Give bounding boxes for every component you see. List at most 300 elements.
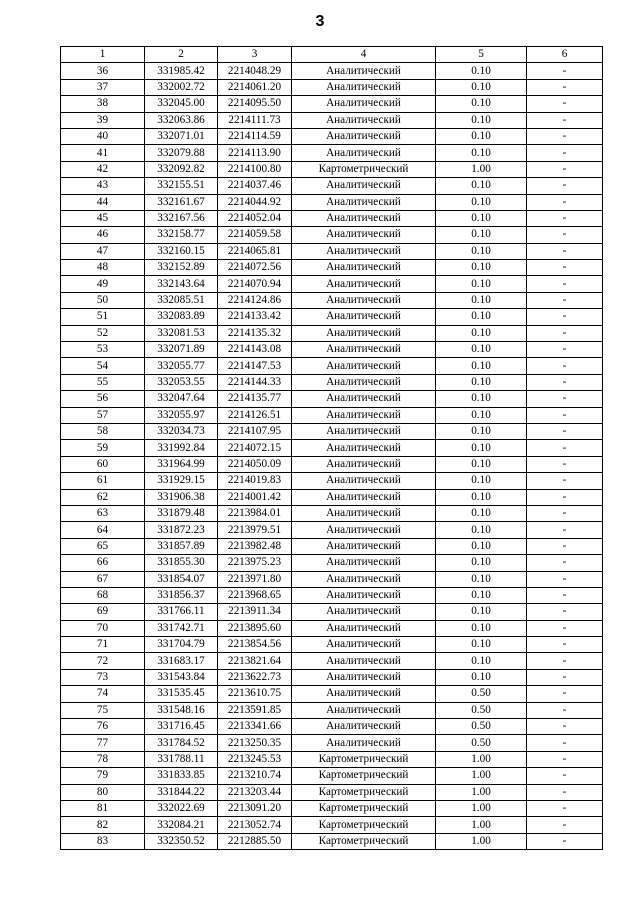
cell-y-coordinate: 2214059.58	[218, 227, 292, 243]
cell-method: Аналитический	[292, 604, 436, 620]
cell-accuracy: 1.00	[436, 751, 527, 767]
cell-accuracy: 0.10	[436, 604, 527, 620]
table-row	[61, 112, 603, 128]
cell-y-coordinate: 2213622.73	[218, 669, 292, 685]
cell-point-number: 44	[61, 194, 145, 210]
cell-y-coordinate: 2213591.85	[218, 702, 292, 718]
cell-method: Аналитический	[292, 260, 436, 276]
cell-point-number: 61	[61, 473, 145, 489]
cell-accuracy: 0.10	[436, 358, 527, 374]
cell-method: Картометрический	[292, 833, 436, 849]
cell-point-number: 64	[61, 522, 145, 538]
table-row	[61, 79, 603, 95]
table-row	[61, 784, 603, 800]
cell-point-number: 43	[61, 178, 145, 194]
cell-point-number: 54	[61, 358, 145, 374]
column-header-2: 2	[145, 47, 218, 63]
cell-x-coordinate: 331535.45	[145, 686, 218, 702]
table-row	[61, 292, 603, 308]
table-row	[61, 505, 603, 521]
column-header-6: 6	[527, 47, 603, 63]
cell-y-coordinate: 2214114.59	[218, 128, 292, 144]
cell-method: Аналитический	[292, 456, 436, 472]
cell-accuracy: 0.10	[436, 210, 527, 226]
cell-method: Аналитический	[292, 505, 436, 521]
cell-point-number: 52	[61, 325, 145, 341]
cell-accuracy: 0.10	[436, 456, 527, 472]
cell-x-coordinate: 331704.79	[145, 637, 218, 653]
cell-x-coordinate: 331716.45	[145, 719, 218, 735]
cell-point-number: 39	[61, 112, 145, 128]
cell-y-coordinate: 2214107.95	[218, 423, 292, 439]
cell-x-coordinate: 331788.11	[145, 751, 218, 767]
table-row	[61, 555, 603, 571]
cell-point-number: 45	[61, 210, 145, 226]
table-row	[61, 817, 603, 833]
cell-accuracy: 0.10	[436, 276, 527, 292]
cell-method: Аналитический	[292, 473, 436, 489]
table-body	[61, 63, 603, 850]
table-row	[61, 735, 603, 751]
cell-accuracy: 0.50	[436, 735, 527, 751]
cell-x-coordinate: 332167.56	[145, 210, 218, 226]
cell-y-coordinate: 2213982.48	[218, 538, 292, 554]
table-row	[61, 210, 603, 226]
cell-note: -	[527, 522, 603, 538]
cell-y-coordinate: 2214070.94	[218, 276, 292, 292]
column-header-1: 1	[61, 47, 145, 63]
cell-y-coordinate: 2213250.35	[218, 735, 292, 751]
cell-x-coordinate: 331985.42	[145, 63, 218, 79]
table-row	[61, 473, 603, 489]
table-row	[61, 522, 603, 538]
table-row	[61, 719, 603, 735]
cell-note: -	[527, 210, 603, 226]
cell-y-coordinate: 2214133.42	[218, 309, 292, 325]
cell-x-coordinate: 332081.53	[145, 325, 218, 341]
cell-accuracy: 0.10	[436, 145, 527, 161]
cell-point-number: 46	[61, 227, 145, 243]
cell-y-coordinate: 2213210.74	[218, 768, 292, 784]
cell-accuracy: 0.10	[436, 227, 527, 243]
cell-y-coordinate: 2214044.92	[218, 194, 292, 210]
cell-note: -	[527, 342, 603, 358]
table-row	[61, 342, 603, 358]
cell-accuracy: 1.00	[436, 161, 527, 177]
table-row	[61, 161, 603, 177]
cell-method: Аналитический	[292, 325, 436, 341]
cell-note: -	[527, 735, 603, 751]
cell-method: Картометрический	[292, 751, 436, 767]
cell-note: -	[527, 784, 603, 800]
cell-x-coordinate: 332085.51	[145, 292, 218, 308]
cell-method: Аналитический	[292, 522, 436, 538]
cell-note: -	[527, 538, 603, 554]
cell-point-number: 74	[61, 686, 145, 702]
cell-note: -	[527, 194, 603, 210]
cell-point-number: 65	[61, 538, 145, 554]
cell-accuracy: 0.10	[436, 505, 527, 521]
cell-y-coordinate: 2213821.64	[218, 653, 292, 669]
cell-point-number: 41	[61, 145, 145, 161]
cell-accuracy: 0.10	[436, 571, 527, 587]
cell-x-coordinate: 332071.01	[145, 128, 218, 144]
cell-note: -	[527, 227, 603, 243]
cell-x-coordinate: 331929.15	[145, 473, 218, 489]
cell-y-coordinate: 2213968.65	[218, 587, 292, 603]
cell-x-coordinate: 332034.73	[145, 423, 218, 439]
cell-note: -	[527, 489, 603, 505]
cell-note: -	[527, 653, 603, 669]
cell-point-number: 80	[61, 784, 145, 800]
cell-note: -	[527, 358, 603, 374]
cell-method: Аналитический	[292, 735, 436, 751]
cell-x-coordinate: 331844.22	[145, 784, 218, 800]
cell-accuracy: 1.00	[436, 768, 527, 784]
cell-y-coordinate: 2214001.42	[218, 489, 292, 505]
cell-y-coordinate: 2213984.01	[218, 505, 292, 521]
cell-point-number: 51	[61, 309, 145, 325]
cell-y-coordinate: 2213854.56	[218, 637, 292, 653]
table-row	[61, 587, 603, 603]
cell-note: -	[527, 63, 603, 79]
cell-y-coordinate: 2214111.73	[218, 112, 292, 128]
cell-method: Аналитический	[292, 79, 436, 95]
cell-method: Аналитический	[292, 489, 436, 505]
table-row	[61, 751, 603, 767]
cell-x-coordinate: 332055.77	[145, 358, 218, 374]
cell-method: Аналитический	[292, 112, 436, 128]
cell-x-coordinate: 331683.17	[145, 653, 218, 669]
cell-y-coordinate: 2214135.32	[218, 325, 292, 341]
table-row	[61, 653, 603, 669]
cell-note: -	[527, 128, 603, 144]
cell-method: Аналитический	[292, 358, 436, 374]
cell-x-coordinate: 331833.85	[145, 768, 218, 784]
cell-point-number: 55	[61, 374, 145, 390]
cell-y-coordinate: 2214144.33	[218, 374, 292, 390]
cell-method: Аналитический	[292, 571, 436, 587]
cell-accuracy: 0.10	[436, 309, 527, 325]
cell-y-coordinate: 2213341.66	[218, 719, 292, 735]
cell-note: -	[527, 374, 603, 390]
page-number: 3	[315, 13, 325, 30]
cell-point-number: 63	[61, 505, 145, 521]
cell-accuracy: 0.10	[436, 620, 527, 636]
cell-x-coordinate: 331857.89	[145, 538, 218, 554]
cell-method: Аналитический	[292, 309, 436, 325]
cell-x-coordinate: 332063.86	[145, 112, 218, 128]
cell-note: -	[527, 587, 603, 603]
cell-note: -	[527, 686, 603, 702]
cell-x-coordinate: 332161.67	[145, 194, 218, 210]
cell-note: -	[527, 309, 603, 325]
table-row	[61, 702, 603, 718]
table-row	[61, 604, 603, 620]
cell-method: Картометрический	[292, 768, 436, 784]
cell-y-coordinate: 2212885.50	[218, 833, 292, 849]
cell-x-coordinate: 331879.48	[145, 505, 218, 521]
cell-method: Аналитический	[292, 686, 436, 702]
table-row	[61, 243, 603, 259]
cell-point-number: 50	[61, 292, 145, 308]
cell-method: Аналитический	[292, 96, 436, 112]
cell-accuracy: 0.10	[436, 342, 527, 358]
cell-point-number: 47	[61, 243, 145, 259]
cell-x-coordinate: 332160.15	[145, 243, 218, 259]
cell-point-number: 76	[61, 719, 145, 735]
cell-x-coordinate: 332083.89	[145, 309, 218, 325]
cell-x-coordinate: 331872.23	[145, 522, 218, 538]
table-row	[61, 128, 603, 144]
cell-method: Аналитический	[292, 587, 436, 603]
cell-note: -	[527, 817, 603, 833]
table-row	[61, 178, 603, 194]
cell-note: -	[527, 768, 603, 784]
table-row	[61, 358, 603, 374]
cell-method: Аналитический	[292, 292, 436, 308]
cell-y-coordinate: 2214072.56	[218, 260, 292, 276]
cell-y-coordinate: 2214050.09	[218, 456, 292, 472]
cell-method: Картометрический	[292, 161, 436, 177]
cell-note: -	[527, 800, 603, 816]
cell-point-number: 78	[61, 751, 145, 767]
cell-x-coordinate: 332084.21	[145, 817, 218, 833]
cell-note: -	[527, 423, 603, 439]
cell-note: -	[527, 407, 603, 423]
cell-point-number: 82	[61, 817, 145, 833]
cell-point-number: 60	[61, 456, 145, 472]
cell-accuracy: 0.10	[436, 292, 527, 308]
cell-note: -	[527, 276, 603, 292]
cell-accuracy: 1.00	[436, 833, 527, 849]
cell-method: Аналитический	[292, 194, 436, 210]
table-row	[61, 227, 603, 243]
cell-y-coordinate: 2214126.51	[218, 407, 292, 423]
cell-x-coordinate: 332079.88	[145, 145, 218, 161]
cell-note: -	[527, 751, 603, 767]
cell-y-coordinate: 2213979.51	[218, 522, 292, 538]
cell-x-coordinate: 331992.84	[145, 440, 218, 456]
table-row	[61, 440, 603, 456]
cell-x-coordinate: 332053.55	[145, 374, 218, 390]
table-row	[61, 620, 603, 636]
cell-point-number: 40	[61, 128, 145, 144]
table-row	[61, 260, 603, 276]
cell-x-coordinate: 332022.69	[145, 800, 218, 816]
cell-y-coordinate: 2213895.60	[218, 620, 292, 636]
cell-y-coordinate: 2214052.04	[218, 210, 292, 226]
cell-accuracy: 0.10	[436, 637, 527, 653]
cell-method: Аналитический	[292, 407, 436, 423]
cell-note: -	[527, 473, 603, 489]
cell-y-coordinate: 2214100.80	[218, 161, 292, 177]
cell-note: -	[527, 243, 603, 259]
cell-note: -	[527, 571, 603, 587]
cell-accuracy: 0.10	[436, 587, 527, 603]
cell-method: Аналитический	[292, 555, 436, 571]
cell-point-number: 68	[61, 587, 145, 603]
cell-point-number: 83	[61, 833, 145, 849]
cell-point-number: 72	[61, 653, 145, 669]
cell-point-number: 42	[61, 161, 145, 177]
cell-x-coordinate: 331766.11	[145, 604, 218, 620]
cell-accuracy: 0.10	[436, 63, 527, 79]
cell-x-coordinate: 331964.99	[145, 456, 218, 472]
table-header-row	[61, 47, 603, 63]
table-row	[61, 538, 603, 554]
cell-note: -	[527, 555, 603, 571]
cell-y-coordinate: 2214048.29	[218, 63, 292, 79]
cell-accuracy: 0.10	[436, 128, 527, 144]
table-row	[61, 96, 603, 112]
table-row	[61, 637, 603, 653]
table-row	[61, 325, 603, 341]
cell-accuracy: 0.10	[436, 79, 527, 95]
cell-y-coordinate: 2214065.81	[218, 243, 292, 259]
table-row	[61, 374, 603, 390]
cell-y-coordinate: 2213911.34	[218, 604, 292, 620]
column-header-4: 4	[292, 47, 436, 63]
cell-method: Аналитический	[292, 637, 436, 653]
cell-point-number: 59	[61, 440, 145, 456]
table-row	[61, 309, 603, 325]
cell-point-number: 71	[61, 637, 145, 653]
table-row	[61, 391, 603, 407]
cell-accuracy: 0.10	[436, 653, 527, 669]
cell-method: Аналитический	[292, 653, 436, 669]
column-header-3: 3	[218, 47, 292, 63]
cell-accuracy: 0.10	[436, 669, 527, 685]
cell-x-coordinate: 332045.00	[145, 96, 218, 112]
cell-note: -	[527, 702, 603, 718]
cell-note: -	[527, 260, 603, 276]
cell-accuracy: 0.10	[436, 489, 527, 505]
cell-x-coordinate: 331548.16	[145, 702, 218, 718]
table-row	[61, 423, 603, 439]
cell-method: Аналитический	[292, 178, 436, 194]
cell-point-number: 36	[61, 63, 145, 79]
cell-note: -	[527, 145, 603, 161]
table-row	[61, 276, 603, 292]
cell-x-coordinate: 331856.37	[145, 587, 218, 603]
cell-accuracy: 0.10	[436, 555, 527, 571]
cell-point-number: 77	[61, 735, 145, 751]
column-header-5: 5	[436, 47, 527, 63]
cell-accuracy: 0.10	[436, 260, 527, 276]
cell-accuracy: 0.10	[436, 440, 527, 456]
cell-point-number: 37	[61, 79, 145, 95]
cell-point-number: 73	[61, 669, 145, 685]
cell-point-number: 81	[61, 800, 145, 816]
cell-method: Аналитический	[292, 227, 436, 243]
cell-accuracy: 0.10	[436, 243, 527, 259]
cell-accuracy: 0.50	[436, 719, 527, 735]
table-row	[61, 669, 603, 685]
cell-method: Аналитический	[292, 128, 436, 144]
cell-note: -	[527, 669, 603, 685]
cell-x-coordinate: 331906.38	[145, 489, 218, 505]
cell-note: -	[527, 79, 603, 95]
cell-x-coordinate: 332055.97	[145, 407, 218, 423]
cell-accuracy: 0.10	[436, 473, 527, 489]
cell-method: Картометрический	[292, 800, 436, 816]
table-row	[61, 833, 603, 849]
cell-point-number: 70	[61, 620, 145, 636]
cell-method: Аналитический	[292, 210, 436, 226]
cell-method: Аналитический	[292, 702, 436, 718]
table-row	[61, 456, 603, 472]
cell-y-coordinate: 2214037.46	[218, 178, 292, 194]
cell-x-coordinate: 331854.07	[145, 571, 218, 587]
cell-x-coordinate: 331784.52	[145, 735, 218, 751]
cell-x-coordinate: 332143.64	[145, 276, 218, 292]
cell-accuracy: 1.00	[436, 800, 527, 816]
cell-method: Аналитический	[292, 145, 436, 161]
cell-y-coordinate: 2214095.50	[218, 96, 292, 112]
cell-point-number: 38	[61, 96, 145, 112]
coordinates-table	[60, 46, 603, 850]
cell-method: Картометрический	[292, 784, 436, 800]
table-row	[61, 194, 603, 210]
cell-accuracy: 0.10	[436, 112, 527, 128]
cell-accuracy: 0.50	[436, 686, 527, 702]
cell-method: Аналитический	[292, 342, 436, 358]
cell-note: -	[527, 456, 603, 472]
cell-x-coordinate: 332002.72	[145, 79, 218, 95]
cell-x-coordinate: 332152.89	[145, 260, 218, 276]
cell-x-coordinate: 332350.52	[145, 833, 218, 849]
cell-note: -	[527, 505, 603, 521]
cell-y-coordinate: 2213245.53	[218, 751, 292, 767]
cell-method: Аналитический	[292, 391, 436, 407]
cell-method: Аналитический	[292, 538, 436, 554]
cell-method: Аналитический	[292, 374, 436, 390]
cell-accuracy: 1.00	[436, 784, 527, 800]
cell-accuracy: 0.10	[436, 178, 527, 194]
cell-method: Аналитический	[292, 620, 436, 636]
cell-point-number: 66	[61, 555, 145, 571]
cell-accuracy: 0.10	[436, 391, 527, 407]
cell-point-number: 56	[61, 391, 145, 407]
cell-accuracy: 0.50	[436, 702, 527, 718]
cell-point-number: 67	[61, 571, 145, 587]
cell-y-coordinate: 2214124.86	[218, 292, 292, 308]
cell-method: Аналитический	[292, 63, 436, 79]
cell-point-number: 75	[61, 702, 145, 718]
table-row	[61, 407, 603, 423]
cell-point-number: 49	[61, 276, 145, 292]
cell-point-number: 79	[61, 768, 145, 784]
cell-x-coordinate: 331543.84	[145, 669, 218, 685]
cell-method: Аналитический	[292, 440, 436, 456]
cell-point-number: 48	[61, 260, 145, 276]
cell-point-number: 58	[61, 423, 145, 439]
table-row	[61, 145, 603, 161]
cell-accuracy: 0.10	[436, 538, 527, 554]
cell-y-coordinate: 2213052.74	[218, 817, 292, 833]
cell-note: -	[527, 719, 603, 735]
cell-accuracy: 0.10	[436, 194, 527, 210]
cell-point-number: 69	[61, 604, 145, 620]
cell-note: -	[527, 112, 603, 128]
cell-method: Аналитический	[292, 423, 436, 439]
cell-x-coordinate: 332071.89	[145, 342, 218, 358]
cell-y-coordinate: 2214019.83	[218, 473, 292, 489]
table-row	[61, 571, 603, 587]
table-row	[61, 800, 603, 816]
cell-note: -	[527, 325, 603, 341]
